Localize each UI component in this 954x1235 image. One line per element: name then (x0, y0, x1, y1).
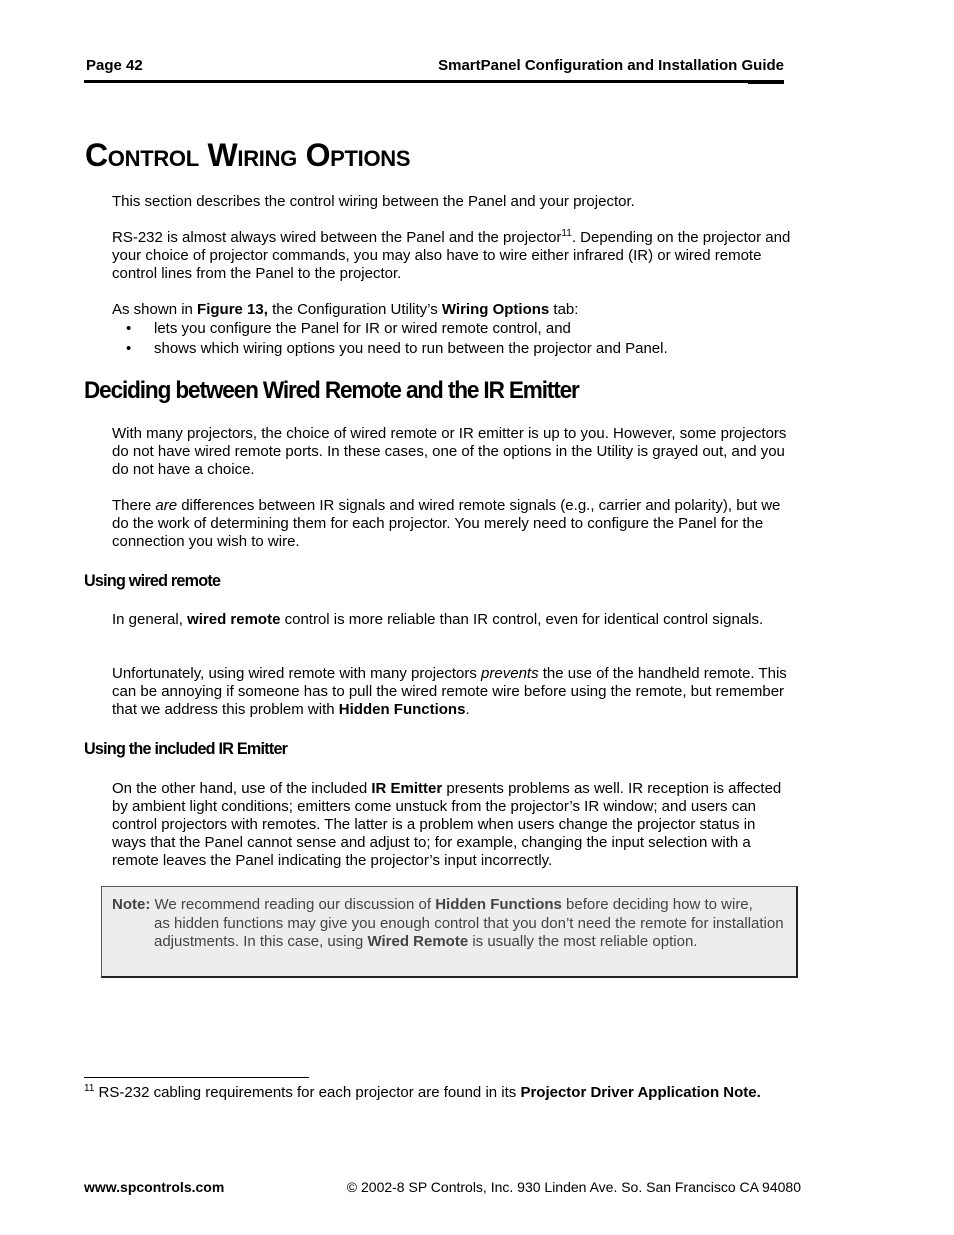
subheading-using-wired-remote: Using wired remote (84, 571, 221, 590)
sub2-paragraph-1 (112, 780, 792, 870)
bullet-icon: • (126, 340, 132, 357)
sub2-p1-text-a: On the other hand, use of the included (112, 780, 372, 797)
bullet-text: lets you configure the Panel for IR or wired remote control, and (154, 320, 571, 337)
note-text-f: is usually the most reliable option. (468, 933, 698, 950)
footnote-reference: Projector Driver Application Note. (520, 1084, 761, 1101)
note-label: Note: (112, 896, 151, 913)
note-hidden-functions-term: Hidden Functions (435, 896, 562, 913)
wiring-options-term: Wiring Options (441, 301, 550, 318)
note-text-c: before deciding how to wire, (561, 896, 753, 913)
intro-paragraph-2 (112, 229, 792, 283)
sub1-p1-text-a: In general, (112, 611, 188, 628)
footnote-number: 11 (84, 1083, 95, 1094)
note-indented-text (112, 915, 788, 952)
footnote (84, 1084, 784, 1102)
hidden-functions-term: Hidden Functions (338, 701, 466, 718)
intro-p2-text-a: RS-232 is almost always wired between the Panel and the projector (112, 229, 562, 246)
intro-p3-text-b: the Configuration Utility’s (267, 301, 442, 318)
intro-bullet-list (112, 319, 668, 359)
list-item (112, 319, 668, 339)
intro-p2-text-b: . Depending on the projector and your choice of projector commands, you may also have to wire either infrared (IR) or wired remote control lines from the Panel to the projector. (112, 229, 791, 282)
note-text-a: We recommend reading our discussion of (150, 896, 436, 913)
note-text-d: as hidden functions may give you enough control that you don’t need the remote for installation adjustments. In this case, using (154, 914, 784, 950)
sub1-p1-text-c: control is more reliable than IR control, even for identical control signals. (280, 611, 764, 628)
section1-p2-text-a: There (112, 497, 156, 514)
wired-remote-term: wired remote (187, 611, 281, 628)
section-heading-wired-vs-ir: Deciding between Wired Remote and the IR Emitter (84, 377, 579, 404)
footnote-text-a: RS-232 cabling requirements for each projector are found in its (94, 1084, 521, 1101)
bullet-text: shows which wiring options you need to run between the projector and Panel. (154, 340, 668, 357)
header-rule (84, 80, 784, 83)
page-title: Control Wiring Options (85, 137, 411, 173)
intro-paragraph-3 (112, 301, 792, 319)
bullet-icon: • (126, 320, 132, 337)
ir-emitter-term: IR Emitter (371, 780, 443, 797)
sub2-p1-text-c: presents problems as well. IR reception is affected by ambient light conditions; emitters come unstuck from the projector’s IR window; and users can control projectors with remotes. The latter is a problem when users change the projector status in ways that the Panel cannot sense and adjust to; for example, changing the input selection with a remote leaves the Panel indicating the projector’s input incorrectly. (112, 780, 782, 869)
intro-p3-text-a: As shown in (112, 301, 198, 318)
sub1-p2-text-a: Unfortunately, using wired remote with many projectors (112, 665, 482, 682)
page-number: Page 42 (86, 57, 143, 74)
header-rule-tail (748, 83, 784, 84)
footer-url[interactable]: www.spcontrols.com (84, 1179, 225, 1195)
figure-reference: Figure 13, (197, 301, 268, 318)
footnote-ref[interactable]: 11 (561, 228, 572, 239)
emphasis-are: are (155, 497, 178, 514)
list-item (112, 339, 668, 359)
subheading-using-ir-emitter: Using the included IR Emitter (84, 739, 288, 758)
guide-title: SmartPanel Configuration and Installation Guide (438, 57, 784, 74)
intro-p3-text-c: tab: (549, 301, 579, 318)
section1-paragraph-2 (112, 497, 792, 551)
sub1-paragraph-1 (112, 611, 792, 629)
footnote-rule (84, 1077, 309, 1078)
sub1-p2-text-b: the use of the handheld remote. This can be annoying if someone has to pull the wired remote wire before using the remote, but remember that we address this problem with (112, 665, 787, 718)
sub1-p2-text-c: . (465, 701, 470, 718)
note-text (112, 896, 788, 952)
section1-p2-text-b: differences between IR signals and wired remote signals (e.g., carrier and polarity), but we do the work of determining them for each projector. You merely need to configure the Panel for the connection you wish to wire. (112, 497, 781, 550)
emphasis-prevents: prevents (481, 665, 539, 682)
intro-paragraph-1: This section describes the control wiring between the Panel and your projector. (112, 193, 635, 210)
section1-paragraph-1: With many projectors, the choice of wired remote or IR emitter is up to you. However, some projectors do not have wired remote ports. In these cases, one of the options in the Utility is grayed out, and you do not have a choice. (112, 425, 787, 478)
note-wired-remote-term: Wired Remote (367, 933, 469, 950)
sub1-paragraph-2 (112, 665, 792, 719)
footer-copyright: © 2002-8 SP Controls, Inc. 930 Linden Ave. So. San Francisco CA 94080 (346, 1179, 801, 1195)
